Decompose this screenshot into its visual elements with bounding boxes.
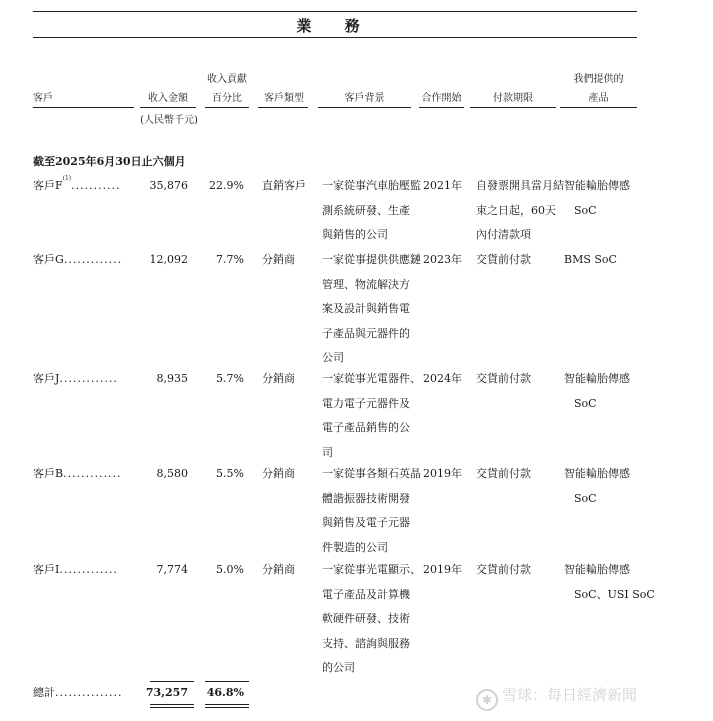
background-line: 一家從事各類石英晶 (322, 467, 421, 480)
header-rule-type (258, 107, 308, 108)
customer-name-text: 客戶I (33, 563, 60, 576)
customer-name-text: 客戶J (33, 372, 60, 385)
payment-line: 束之日起，60天 (476, 203, 556, 217)
background-line: 一家從事光電器件、 (322, 372, 421, 385)
row-type: 分銷商 (262, 253, 295, 266)
customer-name-text: 客戶G (33, 253, 64, 266)
row-customer-name (33, 462, 122, 487)
header-start: 合作開始 (421, 93, 462, 104)
row-type: 直銷客戶 (262, 179, 306, 192)
background-line: 一家從事汽車胎壓監 (322, 179, 421, 192)
product-line: SoC (574, 396, 597, 410)
background-line: 體諧振器技術開發 (322, 491, 410, 505)
total-rule-bottom-2 (150, 707, 194, 708)
row-revenue: 8,935 (156, 372, 188, 385)
header-revenue-unit: (人民幣千元) (140, 115, 198, 126)
background-line: 案及設計與銷售電 (322, 302, 410, 315)
row-payment: 交貨前付款 (476, 253, 531, 266)
row-background (322, 558, 421, 681)
background-line: 公司 (322, 351, 344, 364)
background-line: 與銷售的公司 (322, 228, 388, 241)
row-products (564, 367, 630, 416)
header-background: 客戶背景 (344, 93, 385, 104)
background-line: 的公司 (322, 661, 355, 674)
title-rule-top (33, 11, 637, 12)
row-start: 2021年 (423, 179, 462, 192)
row-customer-name (33, 367, 118, 392)
row-share: 5.7% (216, 372, 244, 385)
row-background (322, 462, 421, 560)
product-line: SoC (574, 491, 597, 505)
row-payment: 交貨前付款 (476, 372, 531, 385)
background-line: 子產品與元器件的 (322, 326, 410, 340)
background-line: 電力電子元器件及 (322, 396, 410, 410)
row-background (322, 174, 421, 248)
header-rule-customer (33, 107, 134, 108)
product-line: SoC、USI SoC (574, 587, 655, 601)
watermark (476, 684, 637, 711)
payment-line: 內付清款項 (476, 228, 531, 241)
total-revenue: 73,257 (145, 686, 188, 699)
background-line: 電子產品銷售的公 (322, 421, 410, 434)
row-products (564, 558, 655, 607)
total-share-rule-bottom-2 (205, 707, 249, 708)
background-line: 件製造的公司 (322, 540, 388, 554)
customer-name-text: 客戶F (33, 179, 63, 192)
row-products: BMS SoC (564, 253, 617, 266)
background-line: 軟硬件研發、技術 (322, 612, 410, 625)
row-share: 22.9% (209, 179, 244, 192)
background-line: 一家從事光電顯示、 (322, 563, 421, 576)
period-label: 截至2025年6月30日止六個月 (33, 155, 186, 168)
row-revenue: 8,580 (156, 467, 188, 480)
leader-dots: ............. (59, 563, 118, 576)
row-background (322, 367, 421, 465)
watermark-text: 雪球：每日經濟新聞 (502, 686, 638, 704)
background-line: 電子產品及計算機 (322, 587, 410, 601)
title-rule-bottom (33, 37, 637, 38)
total-rule-bottom-1 (150, 704, 194, 705)
product-line: 智能輪胎傳感 (564, 467, 630, 480)
row-start: 2019年 (423, 563, 462, 576)
header-products-line2: 產品 (588, 93, 609, 104)
product-line: 智能輪胎傳感 (564, 372, 630, 385)
row-type: 分銷商 (262, 563, 295, 576)
header-rule-share (205, 107, 249, 108)
leader-dots: ............. (63, 253, 123, 266)
row-customer-name (33, 248, 122, 273)
customer-name-text: 客戶B (33, 467, 64, 480)
row-revenue: 35,876 (149, 179, 188, 192)
row-share: 7.7% (216, 253, 244, 266)
page-title: 業 務 (296, 17, 374, 35)
row-customer-name (33, 174, 121, 199)
header-share-line2: 百分比 (212, 93, 242, 104)
row-background (322, 248, 421, 371)
header-share-line1: 收入貢獻 (207, 74, 247, 85)
header-rule-revenue (140, 107, 196, 108)
header-rule-payment (470, 107, 556, 108)
row-revenue: 12,092 (149, 253, 188, 266)
background-line: 一家從事提供供應鏈 (322, 253, 421, 266)
product-line: SoC (574, 203, 597, 217)
leader-dots: ............. (59, 372, 118, 385)
row-start: 2024年 (423, 372, 462, 385)
row-products (564, 462, 630, 511)
total-label (33, 681, 122, 706)
header-products-line1: 我們提供的 (573, 74, 624, 85)
row-share: 5.5% (216, 467, 244, 480)
row-products (564, 174, 630, 223)
total-share-rule-bottom-1 (205, 704, 249, 705)
header-customer: 客戶 (33, 93, 53, 104)
total-share: 46.8% (206, 686, 244, 699)
row-start: 2023年 (423, 253, 462, 266)
background-line: 與銷售及電子元器 (322, 516, 410, 529)
leader-dots: ............. (63, 467, 122, 480)
payment-line: 自發票開具當月結 (476, 179, 564, 192)
header-type: 客戶類型 (264, 93, 304, 104)
header-rule-background (318, 107, 411, 108)
footnote-marker: (1) (62, 175, 72, 182)
background-line: 測系統研發、生產 (322, 203, 410, 217)
header-payment: 付款期限 (493, 93, 533, 104)
background-line: 司 (322, 445, 333, 459)
background-line: 管理、物流解決方 (322, 277, 410, 291)
row-start: 2019年 (423, 467, 462, 480)
row-type: 分銷商 (262, 467, 295, 480)
leader-dots: ............... (55, 686, 123, 699)
row-payment: 交貨前付款 (476, 563, 531, 576)
snowball-logo-icon: ✱ (476, 689, 498, 711)
product-line: 智能輪胎傳感 (564, 179, 630, 192)
header-revenue: 收入金額 (148, 93, 188, 104)
header-rule-products (560, 107, 637, 108)
row-customer-name (33, 558, 118, 583)
background-line: 支持、諮詢與服務 (322, 636, 410, 650)
header-rule-start (419, 107, 464, 108)
row-payment (476, 174, 564, 248)
product-line: 智能輪胎傳感 (564, 563, 630, 576)
total-label-text: 總計 (33, 686, 55, 699)
row-share: 5.0% (216, 563, 244, 576)
row-type: 分銷商 (262, 372, 295, 385)
leader-dots: ........... (71, 179, 121, 192)
row-payment: 交貨前付款 (476, 467, 531, 480)
row-revenue: 7,774 (156, 563, 188, 576)
